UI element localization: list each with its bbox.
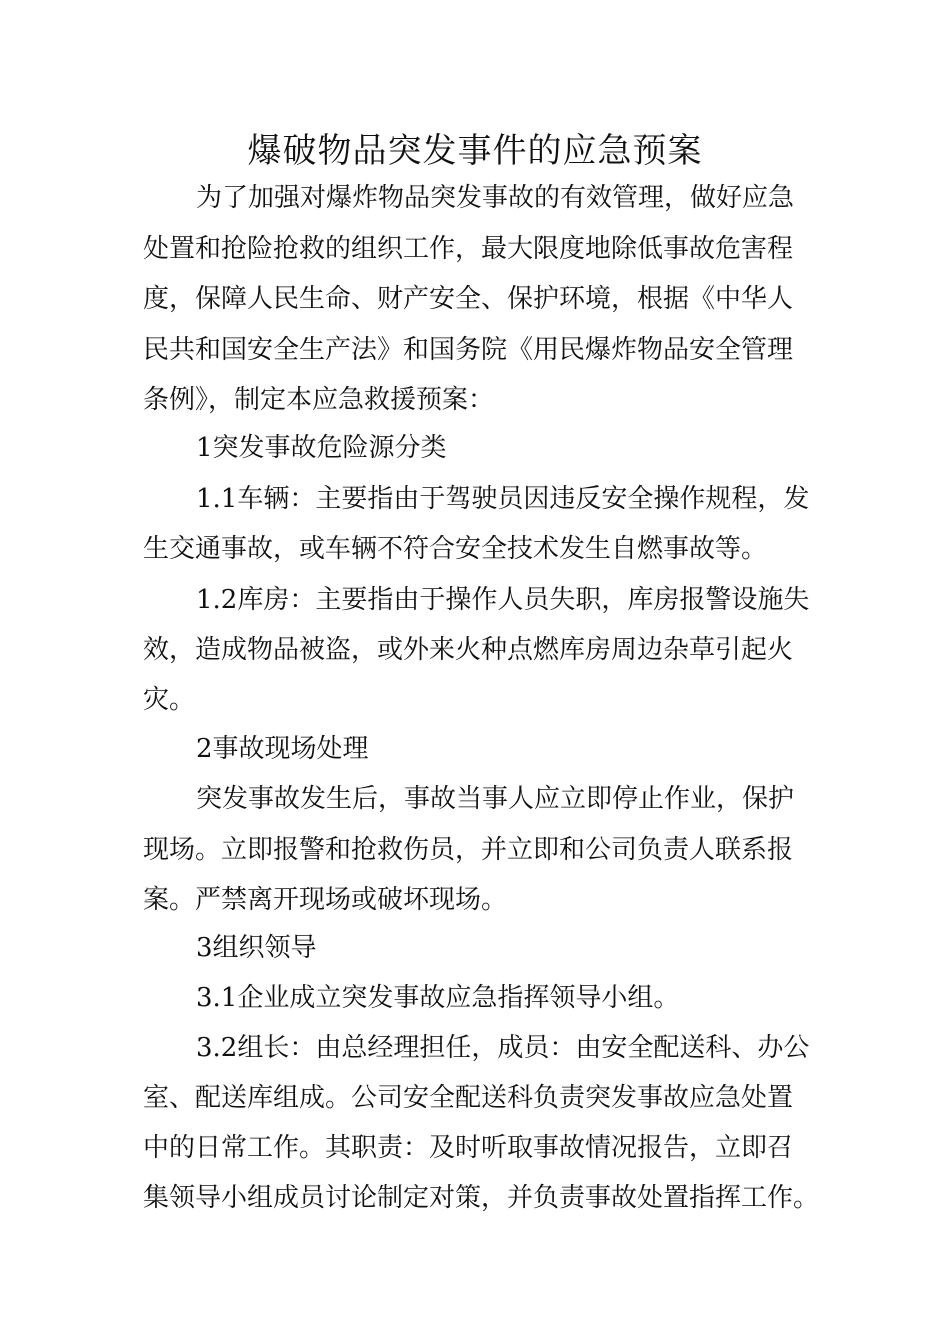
section-heading: 1突发事故危险源分类: [196, 433, 447, 463]
paragraph-line: 民共和国安全生产法》和国务院《用民爆炸物品安全管理: [143, 335, 794, 365]
paragraph-line: 1.1车辆：主要指由于驾驶员因违反安全操作规程，发: [196, 484, 810, 514]
paragraph-line: 生交通事故，或车辆不符合安全技术发生自燃事故等。: [143, 534, 768, 564]
paragraph-line: 现场。立即报警和抢救伤员，并立即和公司负责人联系报: [143, 835, 794, 865]
paragraph-line: 灾。: [143, 685, 196, 715]
document-title: 爆破物品突发事件的应急预案: [247, 131, 703, 171]
paragraph-line: 度，保障人民生命、财产安全、保护环境，根据《中华人: [143, 284, 794, 314]
section-heading: 2事故现场处理: [196, 734, 369, 764]
paragraph-line: 条例》，制定本应急救援预案：: [143, 385, 495, 415]
paragraph-line: 集领导小组成员讨论制定对策，并负责事故处置指挥工作。: [143, 1183, 820, 1213]
paragraph-line: 3.1企业成立突发事故应急指挥领导小组。: [196, 983, 680, 1013]
paragraph-line: 中的日常工作。其职责：及时听取事故情况报告，立即召: [143, 1133, 794, 1163]
paragraph-line: 突发事故发生后，事故当事人应立即停止作业，保护: [196, 784, 795, 814]
paragraph-line: 3.2组长：由总经理担任，成员：由安全配送科、办公: [196, 1033, 810, 1063]
paragraph-line: 为了加强对爆炸物品突发事故的有效管理，做好应急: [196, 183, 795, 213]
paragraph-line: 案。严禁离开现场或破坏现场。: [143, 885, 508, 915]
paragraph-line: 效，造成物品被盗，或外来火种点燃库房周边杂草引起火: [143, 635, 794, 665]
paragraph-line: 1.2库房：主要指由于操作人员失职，库房报警设施失: [196, 585, 810, 615]
paragraph-line: 室、配送库组成。公司安全配送科负责突发事故应急处置: [143, 1083, 794, 1113]
paragraph-line: 处置和抢险抢救的组织工作，最大限度地除低事故危害程: [143, 234, 794, 264]
section-heading: 3组织领导: [196, 933, 317, 963]
